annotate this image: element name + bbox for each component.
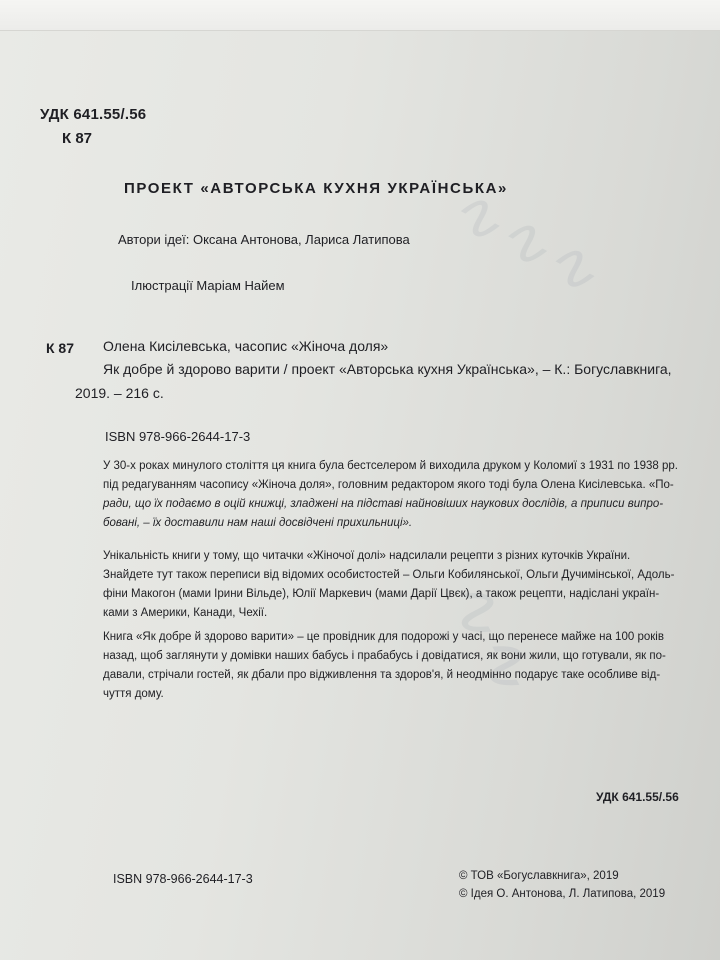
paragraph-line: назад, щоб заглянути у домівки наших бабусь і прабабусь і довідатися, як вони жили, що готували, як по- — [103, 650, 666, 662]
copyright-publisher: © ТОВ «Богуславкнига», 2019 — [459, 870, 619, 882]
paragraph-line: У 30-х роках минулого століття ця книга була бестселером й виходила друком у Коломиї з 1931 по 1938 рр. — [103, 460, 678, 472]
paragraph-line: бовані, – їх доставили нам наші досвідчені прихильниці». — [103, 517, 413, 529]
isbn-citation: ISBN 978-966-2644-17-3 — [105, 429, 251, 444]
k-code-citation: К 87 — [46, 340, 75, 356]
citation-line-3: 2019. – 216 с. — [75, 385, 164, 401]
paragraph-line: фіни Макогон (мами Ірини Вільде), Юлії Маркевич (мами Дарії Цвєк), а також рецепти, надіслані україн- — [103, 588, 660, 600]
udk-code-top: УДК 641.55/.56 — [40, 106, 147, 123]
citation-line-2: Як добре й здорово варити / проект «Авторська кухня Українська», – К.: Богуславкнига, — [103, 361, 672, 377]
page-top-edge — [0, 0, 720, 31]
show-through-decoration: ​∿∿∿ — [435, 170, 613, 311]
isbn-bottom: ISBN 978-966-2644-17-3 — [113, 872, 253, 886]
paragraph-line: ради, що їх подаємо в оцій книжці, зладжені на підставі найновіших наукових дослідів, а приписи випро- — [103, 498, 664, 510]
paragraph-line: Знайдете тут також переписи від відомих особистостей – Ольги Кобилянської, Ольги Дучимінської, Адоль- — [103, 569, 675, 581]
copyright-idea: © Ідея О. Антонова, Л. Латипова, 2019 — [459, 888, 666, 900]
project-title: ПРОЕКТ «АВТОРСЬКА КУХНЯ УКРАЇНСЬКА» — [124, 180, 508, 197]
paragraph-line: чуття дому. — [103, 688, 164, 700]
idea-authors: Автори ідеї: Оксана Антонова, Лариса Латипова — [118, 232, 410, 247]
udk-code-bottom: УДК 641.55/.56 — [596, 790, 679, 804]
paragraph-line: Книга «Як добре й здорово варити» – це провідник для подорожі у часі, що перенесе майже на 100 років — [103, 631, 664, 643]
show-through-decoration-2: ​∿∿ — [425, 560, 557, 706]
illustrator: Ілюстрації Маріам Найем — [131, 278, 285, 293]
citation-line-1: Олена Кисілевська, часопис «Жіноча доля» — [103, 338, 389, 354]
paragraph-line: під редагуванням часопису «Жіноча доля», головним редактором якого тоді була Олена Кисілевська. «По- — [103, 479, 674, 491]
paragraph-line: ками з Америки, Канади, Чехії. — [103, 607, 268, 619]
paragraph-line: Унікальність книги у тому, що читачки «Жіночої долі» надсилали рецепти з різних куточків України. — [103, 550, 631, 562]
k-code-top: К 87 — [62, 130, 93, 147]
paragraph-line: давали, стрічали гостей, як дбали про відживлення та здоров'я, й неодмінно подарує таке особливе від- — [103, 669, 661, 681]
